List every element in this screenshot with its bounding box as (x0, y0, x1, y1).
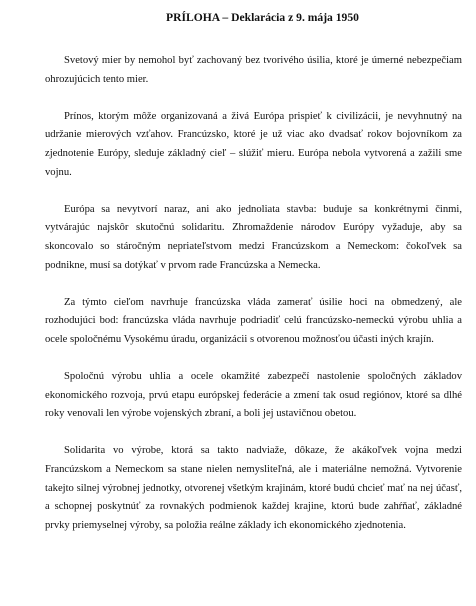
paragraph-4: Za týmto cieľom navrhuje francúzska vláda zamerať úsilie hoci na obmedzený, ale rozhodujúci bod: francúzska vláda navrhuje podriadiť celú francúzsko-nemeckú výrobu uhlia a ocele spoločnému Vysokému úradu, organizácii s otvorenou možnosťou účasti iných krajín. (45, 296, 462, 345)
paragraph-6: Solidarita vo výrobe, ktorá sa takto nadviaže, dôkaze, že akákoľvek vojna medzi Francúzskom a Nemeckom sa stane nielen nemysliteľná, ale i materiálne nemožná. Vytvorenie takejto silnej výrobnej jednotky, otvorenej všetkým krajinám, ktoré budú chcieť mať na nej účasť, a schopnej poskytnúť za rovnakých podmienok každej krajine, ktorú bude zahŕňať, základné prvky priemyselnej výroby, sa položia reálne základy ich ekonomického zjednotenia. (45, 445, 462, 531)
document-title: PRÍLOHA – Deklarácia z 9. mája 1950 (166, 11, 359, 24)
paragraph-1: Svetový mier by nemohol byť zachovaný bez tvorivého úsilia, ktoré je úmerné nebezpečiam ohrozujúcich tento mier. (45, 55, 462, 85)
paragraph-2: Prínos, ktorým môže organizovaná a živá Európa prispieť k civilizácii, je nevyhnutný na udržanie mierových vzťahov. Francúzsko, ktoré je už viac ako dvadsať rokov bojovníkom za zjednotenie Európy, sleduje základný cieľ – slúžiť mieru. Európa nebola vytvorená a zažili sme vojnu. (45, 110, 462, 178)
paragraph-5: Spoločnú výrobu uhlia a ocele okamžité zabezpečí nastolenie spoločných základov ekonomického rozvoja, prvú etapu európskej federácie a zmení tak osud regiónov, ktoré sa dlhé roky venovali len výrobe vojenských zbraní, a boli jej ustavičnou obetou. (45, 371, 462, 420)
paragraph-3: Európa sa nevytvorí naraz, ani ako jednoliata stavba: buduje sa konkrétnymi činmi, vytvárajúc najskôr skutočnú solidaritu. Zhromaždenie národov Európy vyžaduje, aby sa skoncovalo so stáročným nepriateľstvom medzi Francúzskom a Nemeckom: čokoľvek sa podnikne, musí sa dotýkať v prvom rade Francúzska a Nemecka. (45, 203, 462, 271)
